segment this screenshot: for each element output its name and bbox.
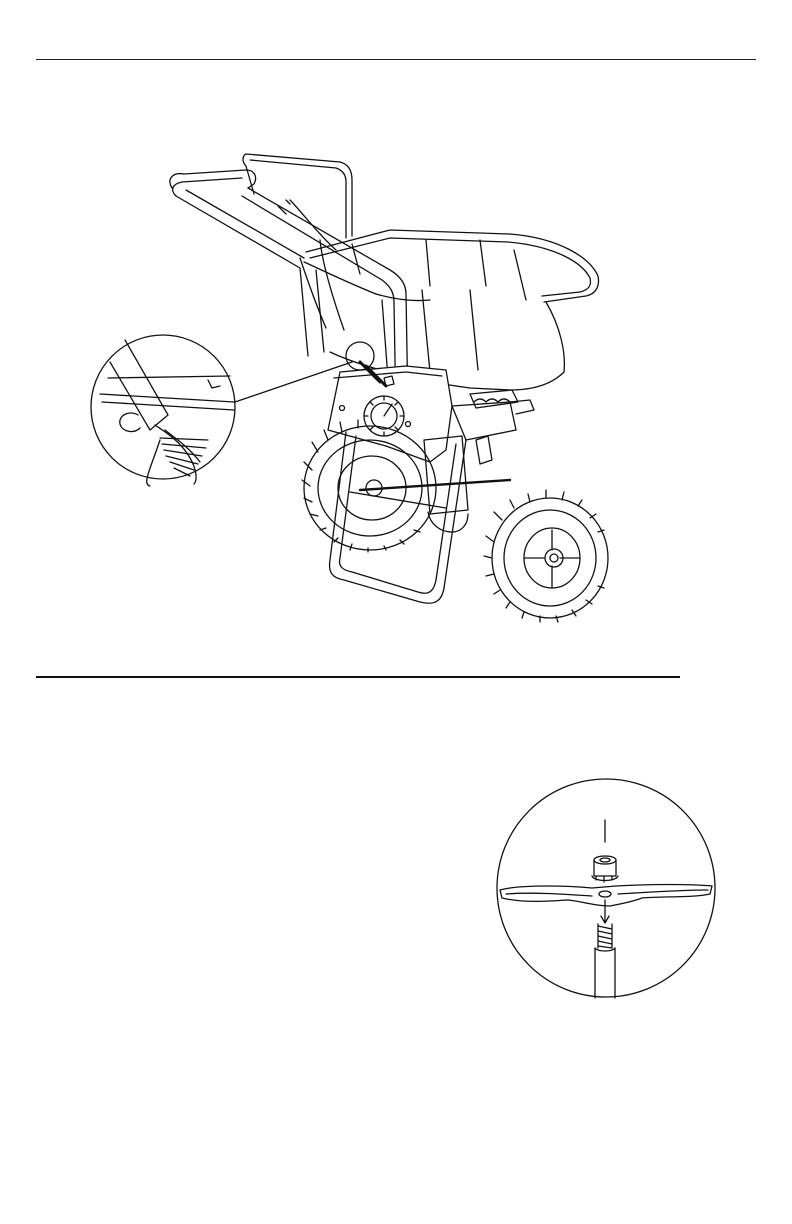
threaded-shaft	[595, 924, 615, 998]
hopper	[304, 230, 599, 390]
front-stand	[330, 432, 466, 603]
connector-detail-callout	[91, 335, 235, 486]
impeller-detail-drawing	[492, 776, 720, 1000]
callout-target-circle	[346, 342, 374, 370]
brand-plate	[474, 399, 510, 402]
detail-circle-frame	[497, 779, 715, 997]
impeller-blade	[500, 885, 712, 907]
top-divider	[36, 59, 756, 60]
spreader-illustration	[90, 140, 630, 630]
control-panel	[328, 362, 452, 462]
right-wheel	[484, 490, 608, 622]
spreader-drawing	[90, 140, 630, 630]
section-divider	[36, 676, 680, 678]
lock-nut	[592, 856, 618, 882]
impeller-detail-illustration	[492, 776, 720, 1000]
